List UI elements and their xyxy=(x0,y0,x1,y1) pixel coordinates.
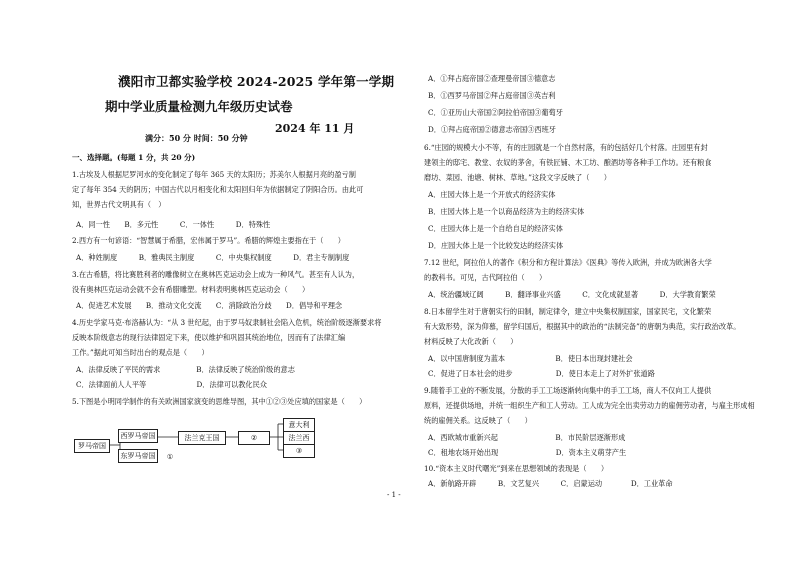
box-blank-3: ③ xyxy=(283,444,315,458)
q9-options-ab: A．西欧城市重新兴起 B．市民阶层逐渐形成 xyxy=(428,433,626,442)
q6-line-1: 6.“庄园的规模大小不等，有的庄园就是一个自然村落，有的包括好几个村落。庄园里有封 xyxy=(424,143,708,152)
box-frankish-kingdom: 法兰克王国 xyxy=(178,431,226,445)
q10-line-1: 10.“资本主义时代曙光”到来在思想领域的表现是（ ） xyxy=(424,464,609,473)
box-east-roman-empire: 东罗马帝国 xyxy=(118,449,158,463)
q9-line-2: 原料，还提供场地，并统一组织生产和工人劳动。工人成为完全出卖劳动力的雇佣劳动者，与雇主形成相 xyxy=(424,401,755,410)
label-blank-1: ① xyxy=(166,453,174,461)
q9-line-3: 统的雇佣关系。这反映了（ ） xyxy=(424,416,532,425)
box-blank-2: ② xyxy=(238,431,270,445)
exam-date: 2024 年 11 月 xyxy=(275,122,355,135)
q9-options-cd: C．租地农场开始出现 D．资本主义萌芽产生 xyxy=(428,448,627,457)
q7-line-2: 的教科书。可见，古代阿拉伯（ ） xyxy=(424,273,547,282)
q4-line-2: 反映本阶级意志的现行法律固定下来，使以维护和巩固其统治地位，因而有了法律汇编 xyxy=(72,333,346,342)
q5-option-b: B．①西罗马帝国②拜占庭帝国③英吉利 xyxy=(428,91,556,100)
q7-options: A．统治疆域辽阔 B．翻译事业兴盛 C．文化成就显著 D．大学教育繁荣 xyxy=(428,290,716,299)
box-france: 法兰西 xyxy=(283,431,315,445)
score-time: 满分：50 分 时间：50 分钟 xyxy=(145,133,248,143)
q8-line-2: 有大致形势，深为仰慕，留学归国后，根据其中的政治的“法制完备”的唐朝为典范，实行政治改革。 xyxy=(424,322,741,331)
q6-option-c: C．庄园大体上是一个自给自足的经济实体 xyxy=(428,224,563,233)
q1-line-3: 知，世界古代文明具有（ ） xyxy=(72,200,166,209)
box-roman-empire: 罗马帝国 xyxy=(74,439,110,453)
box-italy: 意大利 xyxy=(283,418,315,432)
q3-line-2: 没有奥林匹克运动会就不会有希腊雕塑。材料表明奥林匹克运动会（ ） xyxy=(72,285,310,294)
page-number: - 1 - xyxy=(387,491,401,499)
q1-options: A．同一性 B．多元性 C．一体性 D．特殊性 xyxy=(76,220,271,229)
q8-line-1: 8.日本留学生对于唐朝实行的田制，制定律令，建立中央集权制国家，国家民宅，文化繁荣 xyxy=(424,307,712,316)
q6-line-3: 磨坊、菜园、池塘、树林、草地。”这段文字反映了（ ） xyxy=(424,173,611,182)
q6-line-2: 建领主的邸宅、教堂、农奴的茅舍，有铁匠铺、木工坊、酿酒坊等各种手工作坊。还有粮食 xyxy=(424,158,712,167)
q1-line-2: 定了每年 354 天的阴历；中国古代以月相变化和太阳回归年为依据制定了阴阳合历。由此可 xyxy=(72,185,364,194)
box-west-roman-empire: 西罗马帝国 xyxy=(118,429,158,443)
q4-line-1: 4.历史学家马克·布洛赫认为：“从 3 世纪起，由于罗马奴隶制社会陷入危机，统治阶级逐渐要求将 xyxy=(72,318,382,327)
q1-line-1: 1.古埃及人根据尼罗河水的变化制定了每年 365 天的太阳历；苏美尔人根据月亮的盈亏制 xyxy=(72,170,356,179)
q2-options: A．种姓制度 B．雅典民主制度 C．中央集权制度 D．君主专制制度 xyxy=(76,253,350,262)
q8-line-3: 材料反映了大化改新（ ） xyxy=(424,337,518,346)
q9-line-1: 9.随着手工业的不断发展，分散的手工工场逐渐转向集中的手工工场，商人不仅向工人提供 xyxy=(424,386,712,395)
school-title: 濮阳市卫都实验学校 2024-2025 学年第一学期 xyxy=(118,74,395,89)
q3-options: A．促进艺术发展 B．推动文化交流 C．消除政治分歧 D．倡导和平理念 xyxy=(76,301,343,310)
q5-option-d: D．①拜占庭帝国②德意志帝国③西班牙 xyxy=(428,125,556,134)
q4-line-3: 工作。”据此可知当时出台的观点是（ ） xyxy=(72,348,209,357)
exam-title: 期中学业质量检测九年级历史试卷 xyxy=(105,99,293,114)
section-heading: 一、选择题。(每题 1 分，共 20 分) xyxy=(72,153,196,162)
q7-line-1: 7.12 世纪，阿拉伯人的著作《积分和方程计算法》《医典》等传入欧洲，并成为欧洲各大学 xyxy=(424,258,712,267)
q5-option-a: A．①拜占庭帝国②查理曼帝国③德意志 xyxy=(428,74,556,83)
q6-option-d: D．庄园大体上是一个比较发达的经济实体 xyxy=(428,241,564,250)
q4-options-cd: C．法律面前人人平等 D．法律可以教化民众 xyxy=(76,380,267,389)
q10-options: A．新航路开辟 B．文艺复兴 C．启蒙运动 D．工业革命 xyxy=(428,479,673,488)
q6-option-a: A．庄园大体上是一个开放式的经济实体 xyxy=(428,190,556,199)
q3-line-1: 3.在古希腊，将比赛胜利者的雕像树立在奥林匹克运动会上成为一种风气。甚至有人认为， xyxy=(72,270,360,279)
q2-line-1: 2.西方有一句谚语：“智慧属于希腊，宏伟属于罗马”。希腊的辉煌主要指在于（ ） xyxy=(72,236,345,245)
q5-line-1: 5.下图是小明同学制作的有关欧洲国家演变的思维导图，其中①②③处应填的国家是（ ） xyxy=(72,397,367,406)
q5-option-c: C．①亚历山大帝国②阿拉伯帝国③葡萄牙 xyxy=(428,108,563,117)
q4-options-ab: A．法律反映了平民的需求 B．法律反映了统治阶级的意志 xyxy=(76,365,295,374)
q8-options-cd: C．促进了日本社会的进步 D．使日本走上了对外扩张道路 xyxy=(428,369,655,378)
q8-options-ab: A．以中国唐制度为蓝本 B．使日本出现封建社会 xyxy=(428,354,633,363)
q6-option-b: B．庄园大体上是一个以商品经济为主的经济实体 xyxy=(428,207,585,216)
